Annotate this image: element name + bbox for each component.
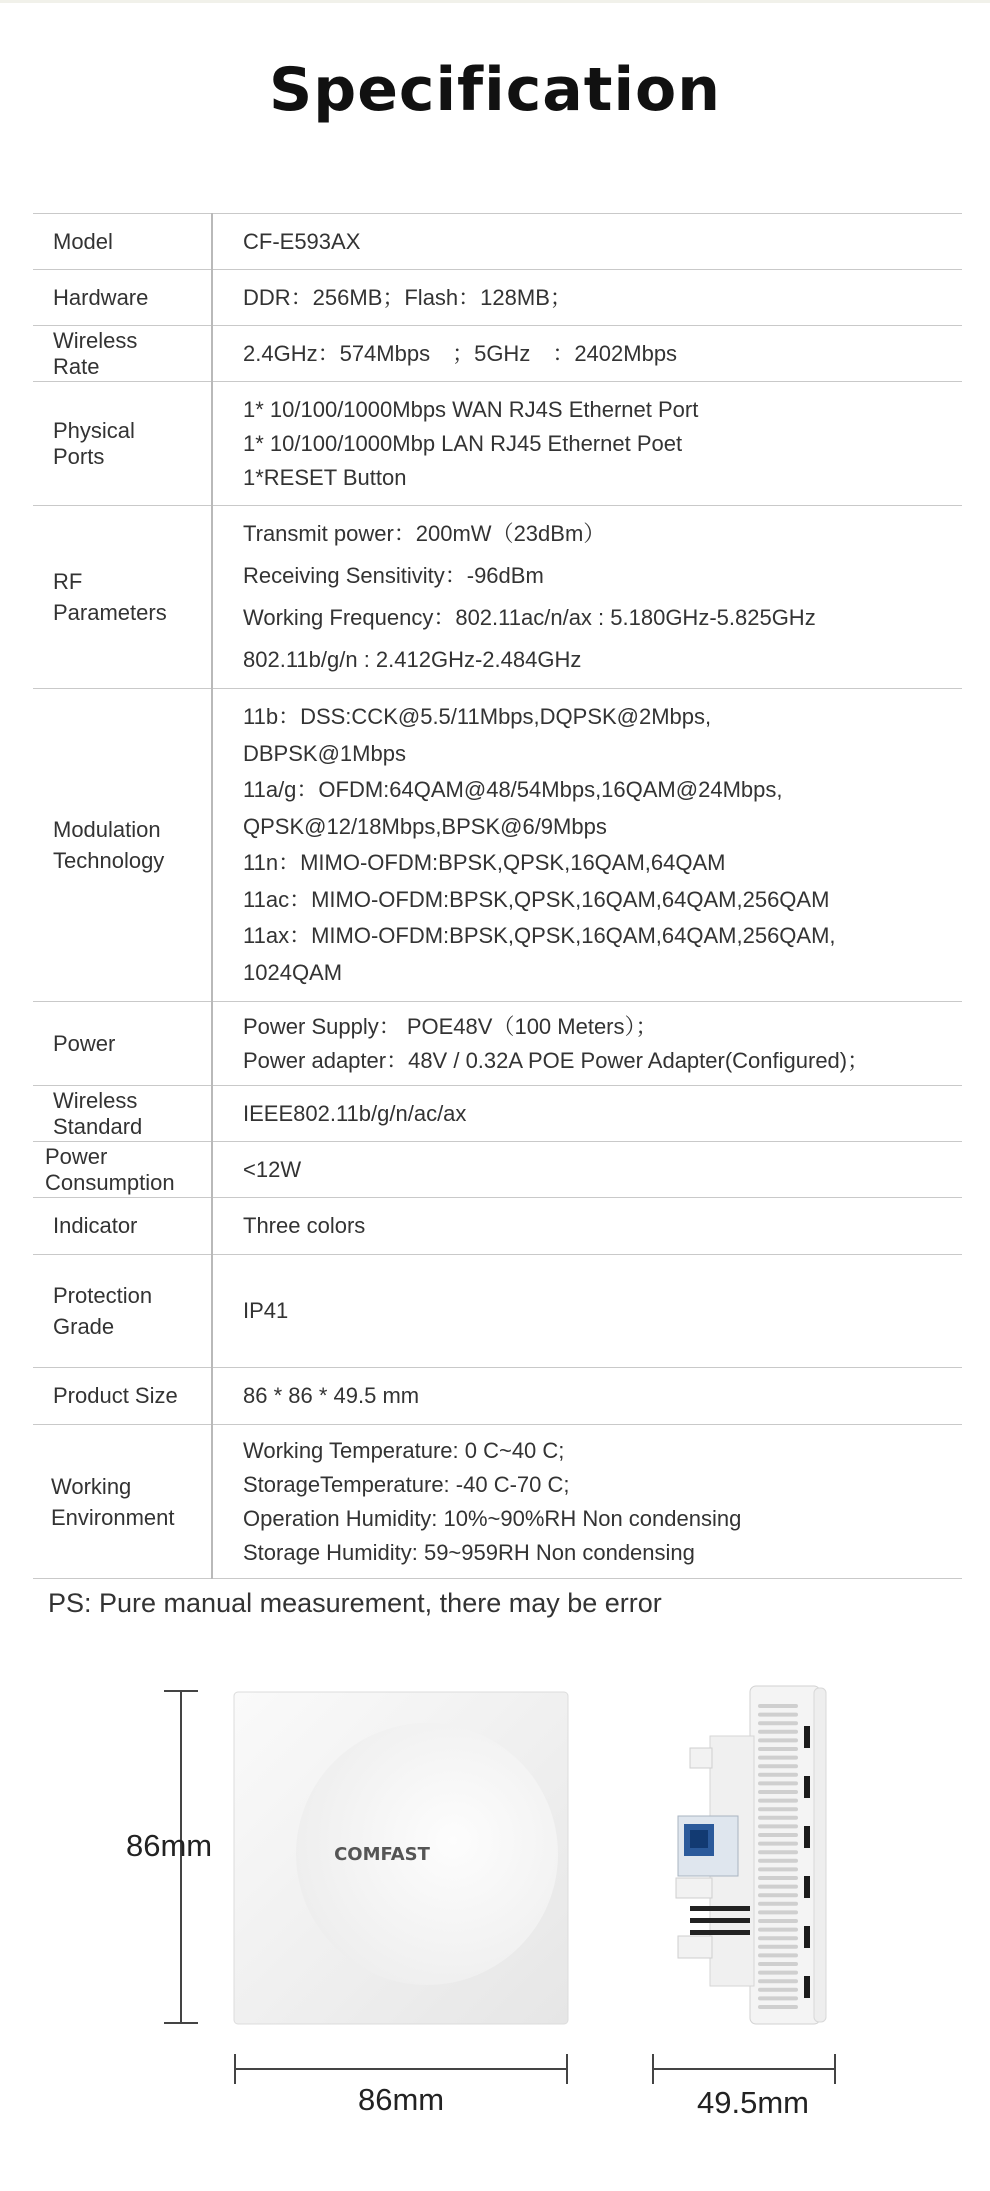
spec-key: RF Parameters	[33, 506, 212, 689]
brand-logo: COMFAST	[334, 1844, 430, 1865]
spec-value: 86 * 86 * 49.5 mm	[212, 1368, 962, 1425]
spec-value: DDR：256MB；Flash：128MB；	[212, 270, 962, 326]
depth-dimension-line	[652, 2068, 835, 2070]
spec-row-protection-grade	[33, 1255, 962, 1368]
spec-value: 1* 10/100/1000Mbps WAN RJ4S Ethernet Port 1* 10/100/1000Mbp LAN RJ45 Ethernet Poet 1*RESET Button	[212, 382, 962, 506]
spec-key: Power Consumption	[33, 1142, 212, 1198]
spec-key: Working Environment	[33, 1425, 212, 1579]
spec-key: Modulation Technology	[33, 689, 212, 1002]
spec-row-hardware	[33, 270, 962, 326]
spec-value: Transmit power：200mW（23dBm） Receiving Sensitivity：-96dBm Working Frequency：802.11ac/n/ax : 5.180GHz-5.825GHz 802.11b/g/n : 2.412GHz-2.484GHz	[212, 506, 962, 689]
spec-row-modulation	[33, 689, 962, 1002]
spec-table	[33, 213, 962, 1579]
page-title: Specification	[269, 55, 721, 125]
depth-dimension-tick-right	[834, 2054, 836, 2084]
spec-value: <12W	[212, 1142, 962, 1198]
spec-value: 2.4GHz：574Mbps ；5GHz ：2402Mbps	[212, 326, 962, 382]
spec-row-wireless-standard	[33, 1086, 962, 1142]
width-dimension-tick-right	[566, 2054, 568, 2084]
product-side-view	[650, 1686, 840, 2026]
width-dimension-tick-left	[234, 2054, 236, 2084]
spec-value: IP41	[212, 1255, 962, 1368]
spec-value: Power Supply： POE48V（100 Meters）； Power adapter：48V / 0.32A POE Power Adapter(Configured)；	[212, 1002, 962, 1086]
spec-value: 11b：DSS:CCK@5.5/11Mbps,DQPSK@2Mbps, DBPSK@1Mbps 11a/g：OFDM:64QAM@48/54Mbps,16QAM@24Mbps, QPSK@12/18Mbps,BPSK@6/9Mbps 11n：MIMO-OFDM:BPSK,QPSK,16QAM,64QAM 11ac：MIMO-OFDM:BPSK,QPSK,16QAM,64QAM,256QAM 11ax：MIMO-OFDM:BPSK,QPSK,16QAM,64QAM,256QAM, 1024QAM	[212, 689, 962, 1002]
spec-key: Hardware	[33, 270, 212, 326]
spec-value: CF-E593AX	[212, 214, 962, 270]
depth-dimension-tick-left	[652, 2054, 654, 2084]
spec-row-wireless-rate	[33, 326, 962, 382]
spec-key: Product Size	[33, 1368, 212, 1425]
spec-key: Protection Grade	[33, 1255, 212, 1368]
measurement-note: PS: Pure manual measurement, there may be error	[48, 1588, 662, 1618]
spec-key: Indicator	[33, 1198, 212, 1255]
spec-key: Model	[33, 214, 212, 270]
spec-key: Wireless Rate	[33, 326, 212, 382]
spec-row-product-size	[33, 1368, 962, 1425]
width-label: 86mm	[358, 2082, 445, 2117]
spec-row-rf-parameters	[33, 506, 962, 689]
product-front-view	[234, 1692, 568, 2024]
height-dimension-tick-bottom	[164, 2022, 198, 2024]
top-divider	[0, 0, 990, 3]
spec-row-working-environment	[33, 1425, 962, 1579]
depth-label: 49.5mm	[697, 2085, 809, 2120]
spec-row-power	[33, 1002, 962, 1086]
spec-row-indicator	[33, 1198, 962, 1255]
width-dimension-line	[234, 2068, 567, 2070]
spec-key: Physical Ports	[33, 382, 212, 506]
spec-row-power-consumption	[33, 1142, 962, 1198]
height-label: 86mm	[126, 1828, 213, 1863]
spec-value: IEEE802.11b/g/n/ac/ax	[212, 1086, 962, 1142]
spec-value: Working Temperature: 0 C~40 C; StorageTemperature: -40 C-70 C; Operation Humidity: 10%~90%RH Non condensing Storage Humidity: 59~959RH Non condensing	[212, 1425, 962, 1579]
spec-value: Three colors	[212, 1198, 962, 1255]
spec-key: Power	[33, 1002, 212, 1086]
spec-row-physical-ports	[33, 382, 962, 506]
height-dimension-tick-top	[164, 1690, 198, 1692]
spec-row-model	[33, 214, 962, 270]
spec-key: Wireless Standard	[33, 1086, 212, 1142]
